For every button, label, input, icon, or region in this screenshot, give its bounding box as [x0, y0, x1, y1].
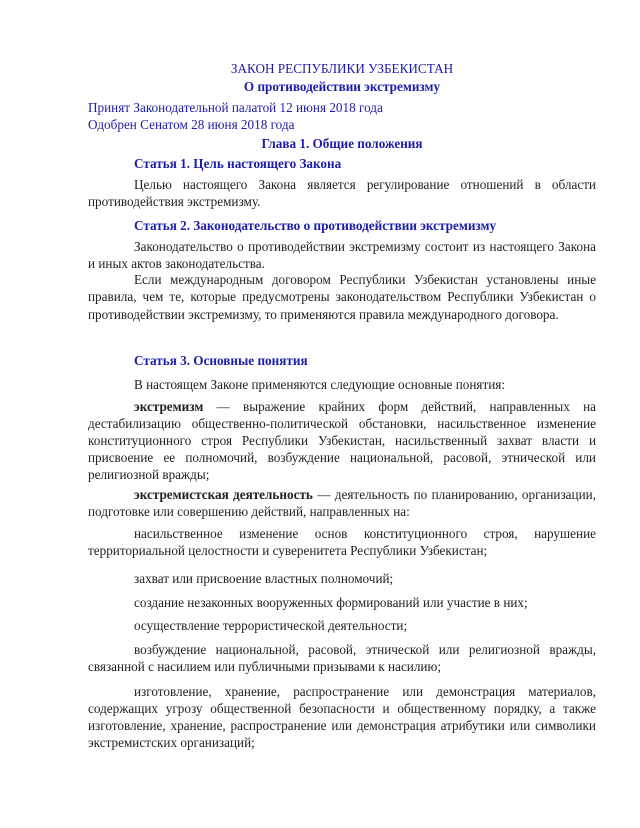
list-item: возбуждение национальной, расовой, этнической или религиозной вражды, связанной с насилием или публичными призывами к насилию;: [88, 642, 596, 674]
article-2-paragraph-1: Законодательство о противодействии экстремизму состоит из настоящего Закона и иных актов законодательства.: [88, 239, 596, 271]
article-1-paragraph: Целью настоящего Закона является регулирование отношений в области противодействия экстремизму.: [88, 177, 596, 209]
term-name: экстремистская деятельность: [134, 487, 313, 502]
article-3-intro: В настоящем Законе применяются следующие основные понятия:: [134, 377, 506, 392]
list-item: насильственное изменение основ конституционного строя, нарушение территориальной целостности и суверенитета Республики Узбекистан;: [88, 526, 596, 558]
article-2-title: Статья 2. Законодательство о противодействии экстремизму: [134, 218, 497, 233]
article-1-title: Статья 1. Цель настоящего Закона: [134, 156, 342, 171]
term-definition: — выражение крайних форм действий, направленных на дестабилизацию общественно-политической обстановки, насильственное изменение конституционного строя Республики Узбекистан, насильственный захват власти и присвоение ее полномочий, возбуждение национальной, расовой, этнической или религиозной вражды;: [88, 399, 596, 482]
approved-date: Одобрен Сенатом 28 июня 2018 года: [88, 117, 295, 132]
list-item: изготовление, хранение, распространение или демонстрация материалов, содержащих угрозу общественной безопасности и общественному порядку, а также изготовление, хранение, распространение или демонстрация атрибутики или символики экстремистских организаций;: [88, 684, 596, 750]
article-2-paragraph-2: Если международным договором Республики Узбекистан установлены иные правила, чем те, которые предусмотрены законодательством Республики Узбекистан о противодействии экстремизму, то применяются правила международного договора.: [88, 272, 596, 322]
list-item: осуществление террористической деятельности;: [134, 618, 408, 633]
chapter-title: Глава 1. Общие положения: [261, 136, 423, 151]
article-3-title: Статья 3. Основные понятия: [134, 353, 308, 368]
law-title: ЗАКОН РЕСПУБЛИКИ УЗБЕКИСТАН: [230, 61, 454, 76]
list-item: создание незаконных вооруженных формирований или участие в них;: [134, 595, 528, 610]
adopted-date: Принят Законодательной палатой 12 июня 2018 года: [88, 100, 383, 115]
term-definition: — деятельность по планированию, организации, подготовке или совершению действий, направленных на:: [88, 487, 597, 519]
term-extremist-activity: [88, 486, 596, 520]
term-extremism: [88, 398, 596, 483]
list-item: захват или присвоение властных полномочий;: [134, 571, 394, 586]
law-subtitle: О противодействии экстремизму: [243, 79, 441, 94]
term-name: экстремизм: [134, 399, 204, 414]
